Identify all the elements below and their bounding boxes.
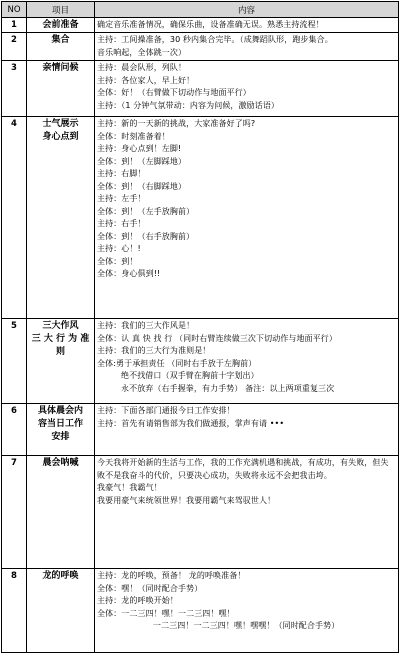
header-item: 项目 (27, 2, 95, 18)
row-number: 7 (2, 456, 27, 569)
content-line: 全体：到！（左手放胸前） (97, 206, 195, 216)
content-line: 全体：认 真 快 找 行 （同时右臂连续做三次下切动作与地面平行） (97, 333, 338, 343)
table-row (2, 61, 399, 117)
row-item-title: 会前准备 (27, 18, 95, 33)
content-line: 一二三四！一二三四！嘿！嘿嘿！（同时配合手势） (153, 621, 340, 630)
header-no: NO (2, 2, 27, 18)
row-number: 4 (2, 117, 27, 319)
content-line: 主持：各位家人，早上好！ (97, 75, 195, 85)
row-item-title: 集合 (27, 33, 95, 61)
content-line: 全体：到！ (97, 256, 138, 266)
table-row (2, 319, 399, 404)
row-item-title: 士气展示 身心点到 (27, 117, 95, 319)
content-line: 主持：龙的呼唤开始！ (97, 596, 178, 605)
content-line: 主持：右手！ (97, 219, 146, 228)
content-line: 我要用豪气来统领世界！我要用霸气来驾驭世人！ (97, 495, 276, 505)
content-line: 主持：（1 分钟气氛带动：内容为问候，激励话语） (97, 100, 280, 110)
content-line: 主持：我们的三大作风是！ (97, 321, 195, 330)
content-line: 主持：晨会队形，列队！ (97, 63, 187, 72)
content-line: 全体:勇于承担责任 （同时右手放于左胸前） (97, 358, 257, 368)
table-header-row (2, 2, 399, 18)
content-line: 全体：好！（右臂做下切动作与地面平行） (97, 88, 251, 97)
row-item-title: 具体晨会内 容当日工作 安排 (27, 404, 95, 456)
content-line: 全体：一二三四！嘿！一二三四！嘿！ (97, 608, 235, 618)
content-line: 主持：工间操准备，30 秒内集合完毕。（成舞蹈队形，跑步集合。 (97, 35, 333, 44)
content-line: 今天我将开始新的生活与工作，我的工作充满机遇和挑战，有成功，有失败，但失败不是我奋斗的代价，只要决心成功，失败将永远不会把我击垮。 (97, 458, 389, 480)
row-content (95, 404, 399, 456)
row-number: 5 (2, 319, 27, 404)
row-content (95, 569, 399, 653)
row-content (95, 117, 399, 319)
header-content: 内容 (95, 2, 399, 18)
content-line: 主持：下面各部门通报今日工作安排！ (97, 406, 235, 415)
content-line: 全体：嘿！（同时配合手势） (97, 583, 203, 593)
content-line: 全体：到！（右手放胸前） (97, 231, 195, 241)
row-number: 2 (2, 33, 27, 61)
row-content (95, 33, 399, 61)
table-row (2, 569, 399, 653)
content-line: 主持：右脚！ (97, 169, 146, 178)
content-line: 绝不找借口（双手臂在胸前十字划出） (121, 371, 259, 380)
content-line: 主持：身心点到！左脚! (97, 144, 182, 153)
content-line: 主持：龙的呼唤，预备！ 龙的呼唤准备！ (97, 571, 246, 580)
morning-meeting-document (1, 1, 398, 653)
content-line: 全体：到！（左脚踩地） (97, 156, 187, 166)
content-line: 永不放弃（右手握拳，有力手势） 备注：以上两项重复三次 (121, 383, 335, 393)
row-content (95, 18, 399, 33)
content-line: 音乐响起，全体跳一次） (97, 47, 187, 57)
content-line: 主持：左手！ (97, 194, 146, 203)
row-item-title: 龙的呼唤 (27, 569, 95, 653)
content-line: 主持：心！! (97, 244, 141, 253)
row-content (95, 319, 399, 404)
content-line: 全体：身心俱到!! (97, 269, 161, 278)
table-row (2, 33, 399, 61)
row-number: 6 (2, 404, 27, 456)
table-row (2, 404, 399, 456)
row-number: 1 (2, 18, 27, 33)
content-line: 全体：到！（右脚踩地） (97, 181, 187, 191)
content-line: 主持：我们的三大行为准则是！ (97, 346, 211, 355)
procedure-table (1, 1, 399, 653)
table-body (2, 18, 399, 653)
row-content (95, 61, 399, 117)
row-item-title: 亲情问候 (27, 61, 95, 117)
table-row (2, 456, 399, 569)
row-item-title: 晨会呐喊 (27, 456, 95, 569)
content-line: 我豪气！我霸气！ (97, 483, 162, 492)
table-row (2, 117, 399, 319)
table-row (2, 18, 399, 33)
row-item-title: 三大作风 三 大 行 为 准 则 (27, 319, 95, 404)
content-line: 主持：首先有请销售部为我们做通报，掌声有请 ••• (97, 418, 285, 428)
row-number: 8 (2, 569, 27, 653)
content-line: 确定音乐准备情况，确保乐曲，设备准确无误。熟悉主持流程！ (97, 20, 324, 29)
content-line: 主持：新的一天新的挑战，大家准备好了吗? (97, 119, 256, 128)
row-content (95, 456, 399, 569)
content-line: 全体：时刻准备着！ (97, 131, 170, 141)
row-number: 3 (2, 61, 27, 117)
